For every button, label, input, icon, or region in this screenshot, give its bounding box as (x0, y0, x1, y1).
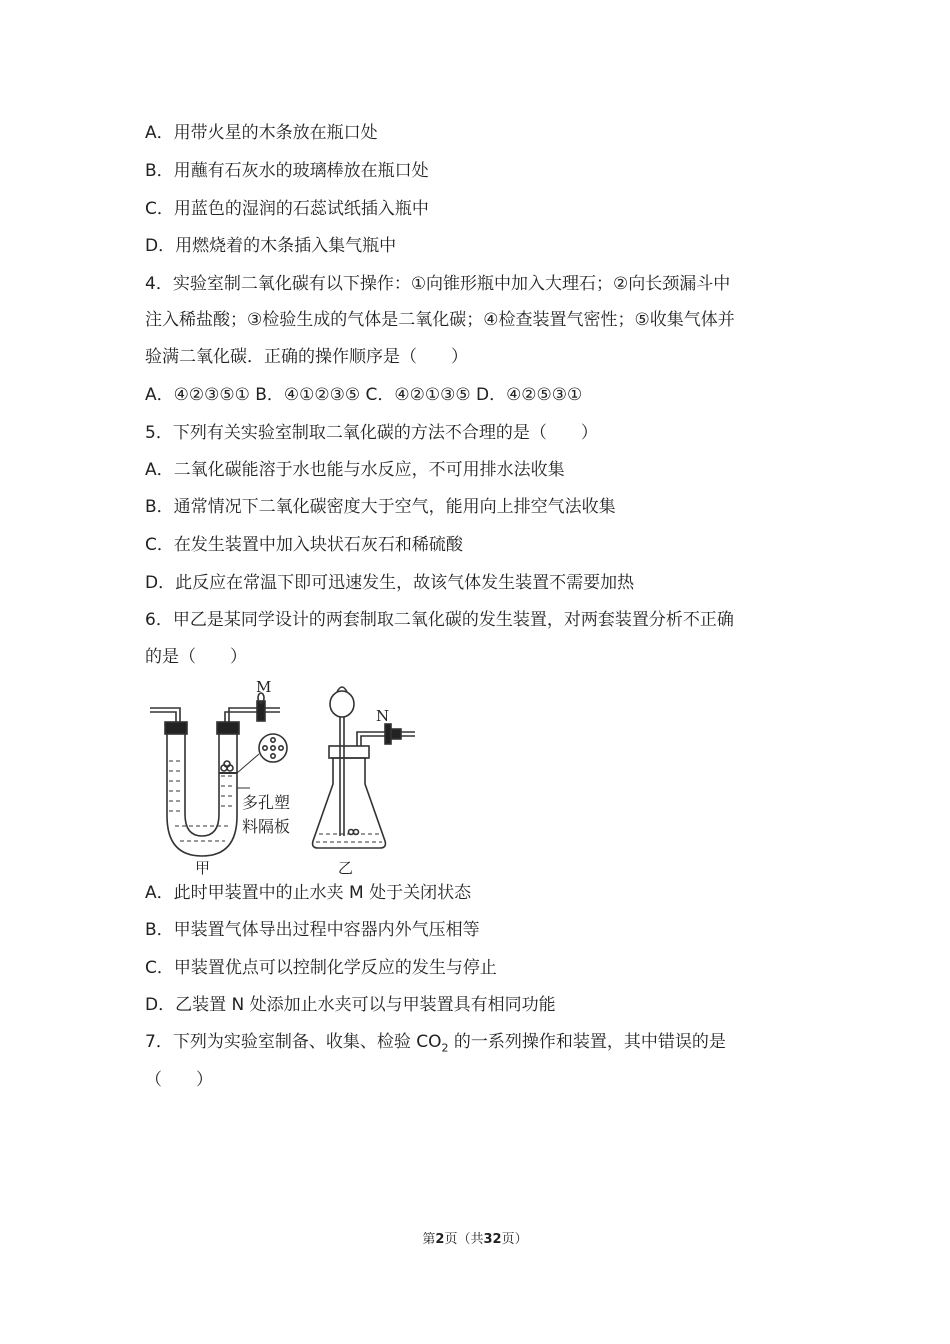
label-yi: 乙 (338, 859, 354, 876)
label-plate-1: 多孔塑 (242, 793, 291, 812)
page-number: 2 (435, 1232, 445, 1247)
q5-option-c: C．在发生装置中加入块状石灰石和稀硫酸 (145, 535, 463, 555)
outlet-tube-right (225, 712, 280, 722)
q6-stem-line1: 6．甲乙是某同学设计的两套制取二氧化碳的发生装置，对两套装置分析不正确 (145, 610, 734, 630)
q6-stem-line2: 的是（ ） (145, 647, 247, 667)
q5-option-a: A．二氧化碳能溶于水也能与水反应，不可用排水法收集 (145, 460, 565, 480)
page-footer: 第2页（共32页） (422, 1232, 528, 1247)
q6-option-a: A．此时甲装置中的止水夹 M 处于关闭状态 (145, 883, 472, 903)
label-jia: 甲 (195, 859, 211, 876)
page-total: 32 (483, 1232, 502, 1247)
clamp-n (385, 724, 391, 744)
apparatus-figure (145, 676, 445, 876)
clamp-m (257, 701, 265, 721)
q6-option-d: D．乙装置 N 处添加止水夹可以与甲装置具有相同功能 (145, 995, 556, 1015)
q5-option-d: D．此反应在常温下即可迅速发生，故该气体发生装置不需要加热 (145, 573, 635, 593)
q3-option-d: D．用燃烧着的木条插入集气瓶中 (145, 236, 397, 256)
label-plate-2: 料隔板 (242, 817, 291, 836)
q4-options: A．④②③⑤① B．④①②③⑤ C．④②①③⑤ D．④②⑤③① (145, 385, 583, 405)
q5-stem: 5．下列有关实验室制取二氧化碳的方法不合理的是（ ） (145, 423, 598, 443)
stopper-left (165, 722, 187, 734)
q4-stem-line2: 注入稀盐酸；③检验生成的气体是二氧化碳；④检查装置气密性；⑤收集气体并 (145, 310, 735, 330)
q4-stem-line3: 验满二氧化碳．正确的操作顺序是（ ） (145, 347, 468, 367)
funnel-bulb (330, 691, 354, 717)
u-tube-inner (185, 731, 219, 836)
q6-option-b: B．甲装置气体导出过程中容器内外气压相等 (145, 920, 480, 940)
q3-option-a: A．用带火星的木条放在瓶口处 (145, 123, 378, 143)
u-tube-outer (167, 731, 237, 856)
q4-stem-line1: 4．实验室制二氧化碳有以下操作：①向锥形瓶中加入大理石；②向长颈漏斗中 (145, 274, 731, 294)
q5-option-b: B．通常情况下二氧化碳密度大于空气，能用向上排空气法收集 (145, 497, 616, 517)
label-n: N (376, 707, 390, 725)
flask-stopper (329, 746, 369, 758)
stopper-right (217, 722, 239, 734)
q3-option-c: C．用蓝色的湿润的石蕊试纸插入瓶中 (145, 199, 429, 219)
q7-stem-line1: 7．下列为实验室制备、收集、检验 $CO_2$ 的一系列操作和装置，其中错误的是 (145, 1032, 726, 1055)
q3-option-b: B．用蘸有石灰水的玻璃棒放在瓶口处 (145, 161, 429, 181)
q7-stem-line2: （ ） (145, 1070, 213, 1090)
q6-option-c: C．甲装置优点可以控制化学反应的发生与停止 (145, 958, 497, 978)
outlet-tube-left (150, 712, 176, 722)
label-m: M (256, 678, 272, 696)
